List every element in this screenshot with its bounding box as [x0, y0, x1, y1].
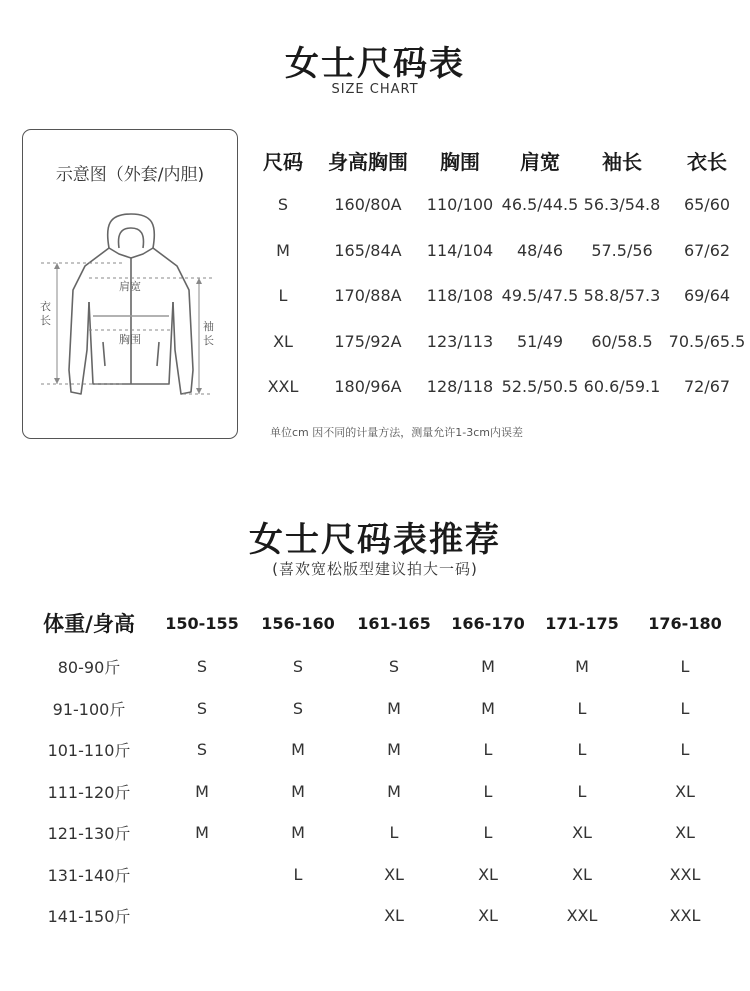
- size-cell: M: [481, 698, 495, 718]
- table-cell: 118/108: [426, 286, 494, 306]
- table-cell: M: [276, 240, 290, 260]
- size-cell: M: [575, 657, 589, 677]
- label-sleeve: 袖长: [203, 320, 214, 347]
- size-cell: M: [291, 781, 305, 801]
- weight-cell: 91-100斤: [52, 699, 126, 719]
- size-cell: M: [195, 781, 209, 801]
- table-row: [24, 771, 740, 813]
- table-cell: XL: [273, 331, 293, 351]
- table-row: [24, 646, 740, 688]
- size-cell: L: [483, 823, 493, 843]
- weight-cell: 111-120斤: [47, 782, 131, 802]
- table-cell: 52.5/50.5: [501, 377, 579, 397]
- size-cell: S: [196, 657, 208, 677]
- diagram-caption: 示意图（外套/内胆): [55, 165, 205, 185]
- size-cell: L: [483, 781, 493, 801]
- size-cell: M: [291, 823, 305, 843]
- column-header: 衣长: [687, 149, 727, 174]
- size-cell: M: [387, 781, 401, 801]
- weight-cell: 80-90斤: [57, 658, 121, 678]
- table-cell: 165/84A: [334, 240, 402, 260]
- table-cell: 65/60: [683, 195, 731, 215]
- label-length: 衣长: [40, 300, 51, 327]
- weight-cell: 131-140斤: [47, 865, 131, 885]
- table-cell: 58.8/57.3: [583, 286, 661, 306]
- table-cell: 170/88A: [334, 286, 402, 306]
- table-cell: 180/96A: [334, 377, 402, 397]
- height-header: 166-170: [451, 613, 525, 633]
- height-header: 176-180: [648, 613, 722, 633]
- size-chart-title: 女士尺码表: [285, 44, 465, 84]
- table-cell: 114/104: [426, 240, 494, 260]
- table-cell: 110/100: [426, 195, 494, 215]
- table-cell: 175/92A: [334, 331, 402, 351]
- size-cell: XL: [384, 864, 404, 884]
- size-cell: XL: [572, 864, 592, 884]
- table-row: [24, 688, 740, 730]
- size-cell: S: [196, 740, 208, 760]
- table-cell: 70.5/65.5: [668, 331, 746, 351]
- table-cell: S: [277, 195, 289, 215]
- size-chart-header-row: [250, 138, 750, 182]
- table-row: [24, 812, 740, 854]
- size-cell: L: [483, 740, 493, 760]
- table-cell: 72/67: [683, 377, 731, 397]
- table-row: [24, 729, 740, 771]
- size-cell: XL: [384, 906, 404, 926]
- measurement-note: 单位cm 因不同的计量方法，测量允许1-3cm内误差: [270, 426, 523, 439]
- size-cell: XL: [572, 823, 592, 843]
- table-cell: 69/64: [683, 286, 731, 306]
- table-cell: 56.3/54.8: [583, 195, 661, 215]
- size-cell: L: [680, 740, 690, 760]
- size-cell: L: [680, 698, 690, 718]
- table-cell: 160/80A: [334, 195, 402, 215]
- size-cell: L: [680, 657, 690, 677]
- label-chest: 胸围: [119, 333, 141, 346]
- size-cell: M: [387, 740, 401, 760]
- size-cell: XL: [478, 906, 498, 926]
- column-header: 胸围: [440, 149, 480, 174]
- size-cell: L: [577, 698, 587, 718]
- table-cell: 128/118: [426, 377, 494, 397]
- size-cell: XXL: [669, 906, 701, 926]
- table-cell: 123/113: [426, 331, 494, 351]
- size-chart-table: [250, 138, 750, 410]
- size-cell: [250, 895, 346, 937]
- table-cell: 60.6/59.1: [583, 377, 661, 397]
- table-cell: 57.5/56: [591, 240, 653, 260]
- size-cell: S: [292, 698, 304, 718]
- recommendation-title: 女士尺码表推荐: [249, 520, 501, 560]
- column-header: 袖长: [602, 149, 642, 174]
- size-cell: S: [196, 698, 208, 718]
- size-chart-subtitle: SIZE CHART: [331, 82, 419, 97]
- weight-cell: 121-130斤: [47, 824, 131, 844]
- size-cell: M: [387, 698, 401, 718]
- table-cell: 46.5/44.5: [501, 195, 579, 215]
- size-cell: XL: [675, 823, 695, 843]
- label-shoulder: 肩宽: [119, 280, 141, 293]
- column-header: 尺码: [263, 149, 303, 174]
- size-cell: [154, 895, 250, 937]
- height-header: 156-160: [261, 613, 335, 633]
- table-cell: 51/49: [516, 331, 564, 351]
- size-cell: L: [577, 740, 587, 760]
- size-cell: L: [577, 781, 587, 801]
- size-cell: [154, 854, 250, 896]
- column-header: 身高胸围: [328, 149, 408, 174]
- recommendation-subtitle: (喜欢宽松版型建议拍大一码): [272, 560, 478, 578]
- table-cell: 60/58.5: [591, 331, 653, 351]
- weight-cell: 101-110斤: [47, 741, 131, 761]
- size-cell: XL: [478, 864, 498, 884]
- size-cell: L: [293, 864, 303, 884]
- table-row: [24, 854, 740, 896]
- table-cell: 49.5/47.5: [501, 286, 579, 306]
- recommendation-table: [24, 600, 740, 937]
- corner-header: 体重/身高: [43, 612, 135, 636]
- jacket-diagram-box: [22, 129, 238, 439]
- column-header: 肩宽: [520, 149, 560, 174]
- size-cell: XL: [675, 781, 695, 801]
- recommendation-header-row: [24, 600, 740, 646]
- table-row: [250, 364, 750, 410]
- size-cell: XXL: [669, 864, 701, 884]
- table-row: [250, 273, 750, 319]
- size-cell: M: [195, 823, 209, 843]
- size-cell: M: [481, 657, 495, 677]
- table-row: [24, 895, 740, 937]
- weight-cell: 141-150斤: [47, 907, 131, 927]
- table-row: [250, 319, 750, 365]
- height-header: 161-165: [357, 613, 431, 633]
- table-row: [250, 228, 750, 274]
- table-cell: L: [278, 286, 288, 306]
- table-cell: 67/62: [683, 240, 731, 260]
- size-cell: S: [292, 657, 304, 677]
- size-cell: M: [291, 740, 305, 760]
- table-cell: XXL: [267, 377, 299, 397]
- size-cell: S: [388, 657, 400, 677]
- height-header: 150-155: [165, 613, 239, 633]
- size-cell: XXL: [566, 906, 598, 926]
- table-cell: 48/46: [516, 240, 564, 260]
- height-header: 171-175: [545, 613, 619, 633]
- size-cell: L: [389, 823, 399, 843]
- table-row: [250, 182, 750, 228]
